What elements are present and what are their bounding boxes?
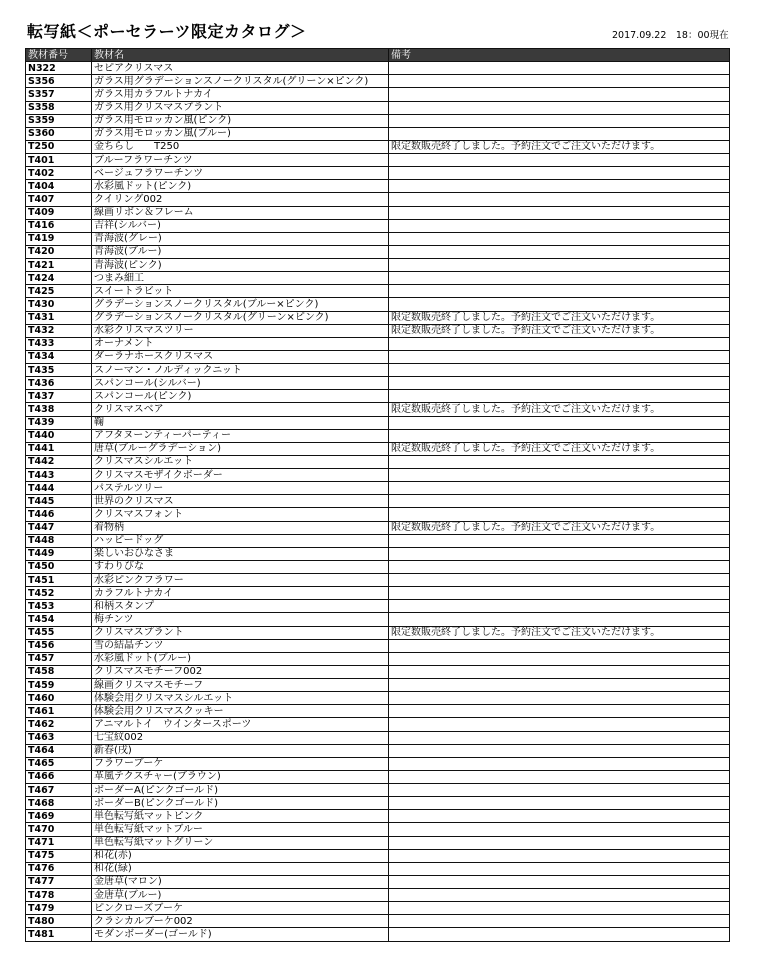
- cell-note: [389, 193, 730, 206]
- cell-note: [389, 652, 730, 665]
- table-row: [26, 626, 730, 639]
- cell-note: [389, 875, 730, 888]
- cell-name: スノーマン・ノルディックニット: [92, 364, 389, 377]
- cell-name: ガラス用クリスマスプラント: [92, 101, 389, 114]
- cell-note: [389, 574, 730, 587]
- table-row: [26, 469, 730, 482]
- table-row: [26, 679, 730, 692]
- table-row: [26, 442, 730, 455]
- cell-code: T464: [26, 744, 92, 757]
- cell-code: S358: [26, 101, 92, 114]
- table-row: [26, 862, 730, 875]
- table-row: [26, 784, 730, 797]
- cell-code: T454: [26, 613, 92, 626]
- cell-name: 水彩風ドット(ブルー): [92, 652, 389, 665]
- cell-name: 水彩クリスマスツリー: [92, 324, 389, 337]
- table-row: [26, 62, 730, 75]
- cell-code: T420: [26, 245, 92, 258]
- cell-name: 線画リボン＆フレーム: [92, 206, 389, 219]
- cell-name: 和花(緑): [92, 862, 389, 875]
- cell-code: T477: [26, 875, 92, 888]
- cell-name: ガラス用グラデーションスノークリスタル(グリーン×ピンク): [92, 75, 389, 88]
- cell-note: [389, 495, 730, 508]
- cell-name: 単色転写紙マットブルー: [92, 823, 389, 836]
- cell-code: T421: [26, 259, 92, 272]
- cell-name: 単色転写紙マットグリーン: [92, 836, 389, 849]
- table-row: [26, 770, 730, 783]
- table-row: [26, 232, 730, 245]
- cell-code: T407: [26, 193, 92, 206]
- cell-code: T437: [26, 390, 92, 403]
- table-row: [26, 298, 730, 311]
- table-row: [26, 587, 730, 600]
- cell-note: [389, 416, 730, 429]
- cell-name: すわりびな: [92, 560, 389, 573]
- cell-name: 革風テクスチャー(ブラウン): [92, 770, 389, 783]
- table-row: [26, 311, 730, 324]
- cell-code: T457: [26, 652, 92, 665]
- cell-note: [389, 364, 730, 377]
- table-row: [26, 403, 730, 416]
- table-row: [26, 849, 730, 862]
- cell-note: [389, 180, 730, 193]
- cell-code: T462: [26, 718, 92, 731]
- cell-name: アニマルトイ ウインタースポーツ: [92, 718, 389, 731]
- cell-note: [389, 731, 730, 744]
- cell-code: T443: [26, 469, 92, 482]
- table-row: [26, 613, 730, 626]
- cell-name: 金唐草(マロン): [92, 875, 389, 888]
- cell-code: T450: [26, 560, 92, 573]
- cell-code: T425: [26, 285, 92, 298]
- cell-code: T481: [26, 928, 92, 941]
- cell-code: S356: [26, 75, 92, 88]
- table-row: [26, 836, 730, 849]
- cell-note: [389, 455, 730, 468]
- table-row: [26, 744, 730, 757]
- table-row: [26, 639, 730, 652]
- cell-note: [389, 915, 730, 928]
- table-row: [26, 245, 730, 258]
- cell-name: モダンボーダー(ゴールド): [92, 928, 389, 941]
- cell-code: T402: [26, 167, 92, 180]
- table-row: [26, 219, 730, 232]
- cell-name: オーナメント: [92, 337, 389, 350]
- cell-name: 雪の結晶チンツ: [92, 639, 389, 652]
- cell-note: [389, 167, 730, 180]
- table-row: [26, 272, 730, 285]
- cell-name: ハッピードッグ: [92, 534, 389, 547]
- cell-code: T448: [26, 534, 92, 547]
- cell-code: T471: [26, 836, 92, 849]
- table-row: [26, 495, 730, 508]
- cell-name: 鞠: [92, 416, 389, 429]
- cell-note: 限定数販売終了しました。予約注文でご注文いただけます。: [389, 521, 730, 534]
- cell-name: クリスマスシルエット: [92, 455, 389, 468]
- cell-name: クリスマスフォント: [92, 508, 389, 521]
- cell-code: T439: [26, 416, 92, 429]
- cell-name: 和花(赤): [92, 849, 389, 862]
- cell-note: [389, 482, 730, 495]
- cell-note: [389, 928, 730, 941]
- table-row: [26, 337, 730, 350]
- cell-code: T468: [26, 797, 92, 810]
- cell-code: T467: [26, 784, 92, 797]
- cell-code: T416: [26, 219, 92, 232]
- cell-note: [389, 285, 730, 298]
- column-header-name: 教材名: [92, 49, 389, 62]
- cell-name: 新春(戌): [92, 744, 389, 757]
- table-row: [26, 757, 730, 770]
- table-row: [26, 206, 730, 219]
- cell-name: 金ちらし T250: [92, 140, 389, 153]
- table-row: [26, 114, 730, 127]
- cell-code: T442: [26, 455, 92, 468]
- cell-code: T480: [26, 915, 92, 928]
- cell-note: 限定数販売終了しました。予約注文でご注文いただけます。: [389, 311, 730, 324]
- cell-code: T469: [26, 810, 92, 823]
- cell-note: [389, 350, 730, 363]
- table-row: [26, 652, 730, 665]
- table-row: [26, 797, 730, 810]
- cell-note: [389, 469, 730, 482]
- cell-note: [389, 377, 730, 390]
- cell-name: グラデーションスノークリスタル(グリーン×ピンク): [92, 311, 389, 324]
- cell-code: T470: [26, 823, 92, 836]
- cell-note: [389, 639, 730, 652]
- cell-name: 青海波(ブルー): [92, 245, 389, 258]
- cell-name: 青海波(ピンク): [92, 259, 389, 272]
- cell-code: T456: [26, 639, 92, 652]
- header-row: [26, 49, 730, 62]
- cell-name: 青海波(グレー): [92, 232, 389, 245]
- cell-note: 限定数販売終了しました。予約注文でご注文いただけます。: [389, 140, 730, 153]
- cell-note: [389, 797, 730, 810]
- cell-code: N322: [26, 62, 92, 75]
- cell-code: T475: [26, 849, 92, 862]
- table-row: [26, 521, 730, 534]
- cell-code: T455: [26, 626, 92, 639]
- cell-name: ベージュフラワーチンツ: [92, 167, 389, 180]
- cell-note: [389, 692, 730, 705]
- cell-code: T460: [26, 692, 92, 705]
- cell-name: 楽しいおひなさま: [92, 547, 389, 560]
- cell-code: T476: [26, 862, 92, 875]
- cell-note: [389, 810, 730, 823]
- cell-note: [389, 679, 730, 692]
- cell-note: 限定数販売終了しました。予約注文でご注文いただけます。: [389, 324, 730, 337]
- cell-note: [389, 889, 730, 902]
- cell-code: T435: [26, 364, 92, 377]
- cell-name: パステルツリー: [92, 482, 389, 495]
- cell-note: [389, 665, 730, 678]
- cell-name: スパンコール(ピンク): [92, 390, 389, 403]
- cell-name: グラデーションスノークリスタル(ブルー×ピンク): [92, 298, 389, 311]
- cell-code: T446: [26, 508, 92, 521]
- cell-code: T431: [26, 311, 92, 324]
- cell-name: 体験会用クリスマスクッキー: [92, 705, 389, 718]
- cell-name: クリスマスベア: [92, 403, 389, 416]
- cell-note: [389, 219, 730, 232]
- cell-code: T434: [26, 350, 92, 363]
- table-row: [26, 193, 730, 206]
- cell-code: T453: [26, 600, 92, 613]
- cell-code: T404: [26, 180, 92, 193]
- table-row: [26, 718, 730, 731]
- table-row: [26, 127, 730, 140]
- cell-note: [389, 744, 730, 757]
- table-row: [26, 259, 730, 272]
- table-row: [26, 810, 730, 823]
- cell-note: [389, 259, 730, 272]
- table-row: [26, 875, 730, 888]
- cell-code: T409: [26, 206, 92, 219]
- column-header-note: 備考: [389, 49, 730, 62]
- catalog-table: [25, 48, 730, 942]
- cell-name: 七宝紋002: [92, 731, 389, 744]
- cell-note: [389, 770, 730, 783]
- cell-note: 限定数販売終了しました。予約注文でご注文いただけます。: [389, 403, 730, 416]
- cell-code: T479: [26, 902, 92, 915]
- cell-name: クイリング002: [92, 193, 389, 206]
- cell-note: [389, 613, 730, 626]
- table-body: [26, 62, 730, 941]
- cell-name: 世界のクリスマス: [92, 495, 389, 508]
- cell-note: [389, 849, 730, 862]
- table-row: [26, 902, 730, 915]
- cell-note: [389, 547, 730, 560]
- table-row: [26, 692, 730, 705]
- cell-code: T461: [26, 705, 92, 718]
- cell-code: T444: [26, 482, 92, 495]
- table-row: [26, 140, 730, 153]
- cell-note: [389, 245, 730, 258]
- cell-name: ガラス用モロッカン風(ピンク): [92, 114, 389, 127]
- table-row: [26, 416, 730, 429]
- cell-note: 限定数販売終了しました。予約注文でご注文いただけます。: [389, 626, 730, 639]
- cell-note: [389, 127, 730, 140]
- table-row: [26, 705, 730, 718]
- cell-note: [389, 784, 730, 797]
- cell-name: 体験会用クリスマスシルエット: [92, 692, 389, 705]
- cell-note: [389, 534, 730, 547]
- table-row: [26, 75, 730, 88]
- cell-note: [389, 560, 730, 573]
- table-row: [26, 364, 730, 377]
- table-header: [26, 49, 730, 62]
- cell-code: T451: [26, 574, 92, 587]
- cell-name: 水彩風ドット(ピンク): [92, 180, 389, 193]
- cell-name: 和柄スタンプ: [92, 600, 389, 613]
- cell-code: T458: [26, 665, 92, 678]
- page-title: 転写紙＜ポーセラーツ限定カタログ＞: [27, 22, 307, 41]
- cell-code: T445: [26, 495, 92, 508]
- cell-name: ブルーフラワーチンツ: [92, 154, 389, 167]
- cell-note: [389, 862, 730, 875]
- cell-code: T463: [26, 731, 92, 744]
- cell-note: 限定数販売終了しました。予約注文でご注文いただけます。: [389, 442, 730, 455]
- cell-name: ガラス用モロッカン風(ブルー): [92, 127, 389, 140]
- table-row: [26, 560, 730, 573]
- cell-name: 水彩ピンクフラワー: [92, 574, 389, 587]
- cell-code: T459: [26, 679, 92, 692]
- cell-note: [389, 705, 730, 718]
- cell-name: ボーダーB(ピンクゴールド): [92, 797, 389, 810]
- cell-note: [389, 390, 730, 403]
- cell-note: [389, 298, 730, 311]
- table-row: [26, 823, 730, 836]
- cell-name: 単色転写紙マットピンク: [92, 810, 389, 823]
- table-row: [26, 731, 730, 744]
- table-row: [26, 167, 730, 180]
- cell-note: [389, 337, 730, 350]
- cell-name: 線画クリスマスモチーフ: [92, 679, 389, 692]
- cell-note: [389, 154, 730, 167]
- cell-name: フラワーブーケ: [92, 757, 389, 770]
- cell-name: ボーダーA(ピンクゴールド): [92, 784, 389, 797]
- cell-code: T430: [26, 298, 92, 311]
- table-row: [26, 665, 730, 678]
- cell-note: [389, 232, 730, 245]
- cell-name: ピンクローズブーケ: [92, 902, 389, 915]
- table-row: [26, 547, 730, 560]
- cell-code: S360: [26, 127, 92, 140]
- table-row: [26, 928, 730, 941]
- cell-code: T478: [26, 889, 92, 902]
- as-of-timestamp: 2017.09.22 18：00現在: [612, 30, 729, 41]
- table-row: [26, 154, 730, 167]
- cell-code: T433: [26, 337, 92, 350]
- cell-note: [389, 101, 730, 114]
- cell-name: スイートラビット: [92, 285, 389, 298]
- table-row: [26, 889, 730, 902]
- cell-name: クリスマスプラント: [92, 626, 389, 639]
- cell-name: アフタヌーンティーパーティー: [92, 429, 389, 442]
- cell-code: T449: [26, 547, 92, 560]
- cell-code: T438: [26, 403, 92, 416]
- cell-note: [389, 114, 730, 127]
- cell-code: S359: [26, 114, 92, 127]
- cell-name: セピアクリスマス: [92, 62, 389, 75]
- cell-code: T452: [26, 587, 92, 600]
- cell-note: [389, 88, 730, 101]
- cell-code: T432: [26, 324, 92, 337]
- cell-code: S357: [26, 88, 92, 101]
- cell-name: クリスマスモチーフ002: [92, 665, 389, 678]
- cell-note: [389, 757, 730, 770]
- cell-note: [389, 902, 730, 915]
- column-header-code: 教材番号: [26, 49, 92, 62]
- cell-code: T441: [26, 442, 92, 455]
- cell-name: ダーラナホースクリスマス: [92, 350, 389, 363]
- cell-note: [389, 206, 730, 219]
- cell-name: 吉祥(シルバー): [92, 219, 389, 232]
- table-row: [26, 482, 730, 495]
- cell-code: T440: [26, 429, 92, 442]
- cell-name: 梅チンツ: [92, 613, 389, 626]
- cell-note: [389, 272, 730, 285]
- cell-note: [389, 587, 730, 600]
- table-row: [26, 324, 730, 337]
- table-row: [26, 377, 730, 390]
- cell-note: [389, 62, 730, 75]
- table-row: [26, 180, 730, 193]
- cell-name: カラフルトナカイ: [92, 587, 389, 600]
- cell-code: T465: [26, 757, 92, 770]
- cell-code: T401: [26, 154, 92, 167]
- table-row: [26, 285, 730, 298]
- cell-code: T447: [26, 521, 92, 534]
- table-row: [26, 390, 730, 403]
- table-row: [26, 508, 730, 521]
- cell-code: T424: [26, 272, 92, 285]
- cell-name: 唐草(ブルーグラデーション): [92, 442, 389, 455]
- table-row: [26, 534, 730, 547]
- cell-name: クリスマスモザイクボーダー: [92, 469, 389, 482]
- cell-note: [389, 836, 730, 849]
- cell-note: [389, 718, 730, 731]
- table-row: [26, 350, 730, 363]
- table-row: [26, 455, 730, 468]
- cell-name: つまみ細工: [92, 272, 389, 285]
- cell-name: ガラス用カラフルトナカイ: [92, 88, 389, 101]
- table-row: [26, 915, 730, 928]
- cell-name: クラシカルブーケ002: [92, 915, 389, 928]
- cell-note: [389, 75, 730, 88]
- cell-code: T436: [26, 377, 92, 390]
- cell-name: スパンコール(シルバー): [92, 377, 389, 390]
- cell-name: 金唐草(ブルー): [92, 889, 389, 902]
- cell-code: T250: [26, 140, 92, 153]
- cell-code: T466: [26, 770, 92, 783]
- cell-code: T419: [26, 232, 92, 245]
- cell-note: [389, 429, 730, 442]
- cell-note: [389, 600, 730, 613]
- cell-name: 着物柄: [92, 521, 389, 534]
- table-row: [26, 574, 730, 587]
- cell-note: [389, 508, 730, 521]
- cell-note: [389, 823, 730, 836]
- table-row: [26, 101, 730, 114]
- table-row: [26, 429, 730, 442]
- table-row: [26, 600, 730, 613]
- table-row: [26, 88, 730, 101]
